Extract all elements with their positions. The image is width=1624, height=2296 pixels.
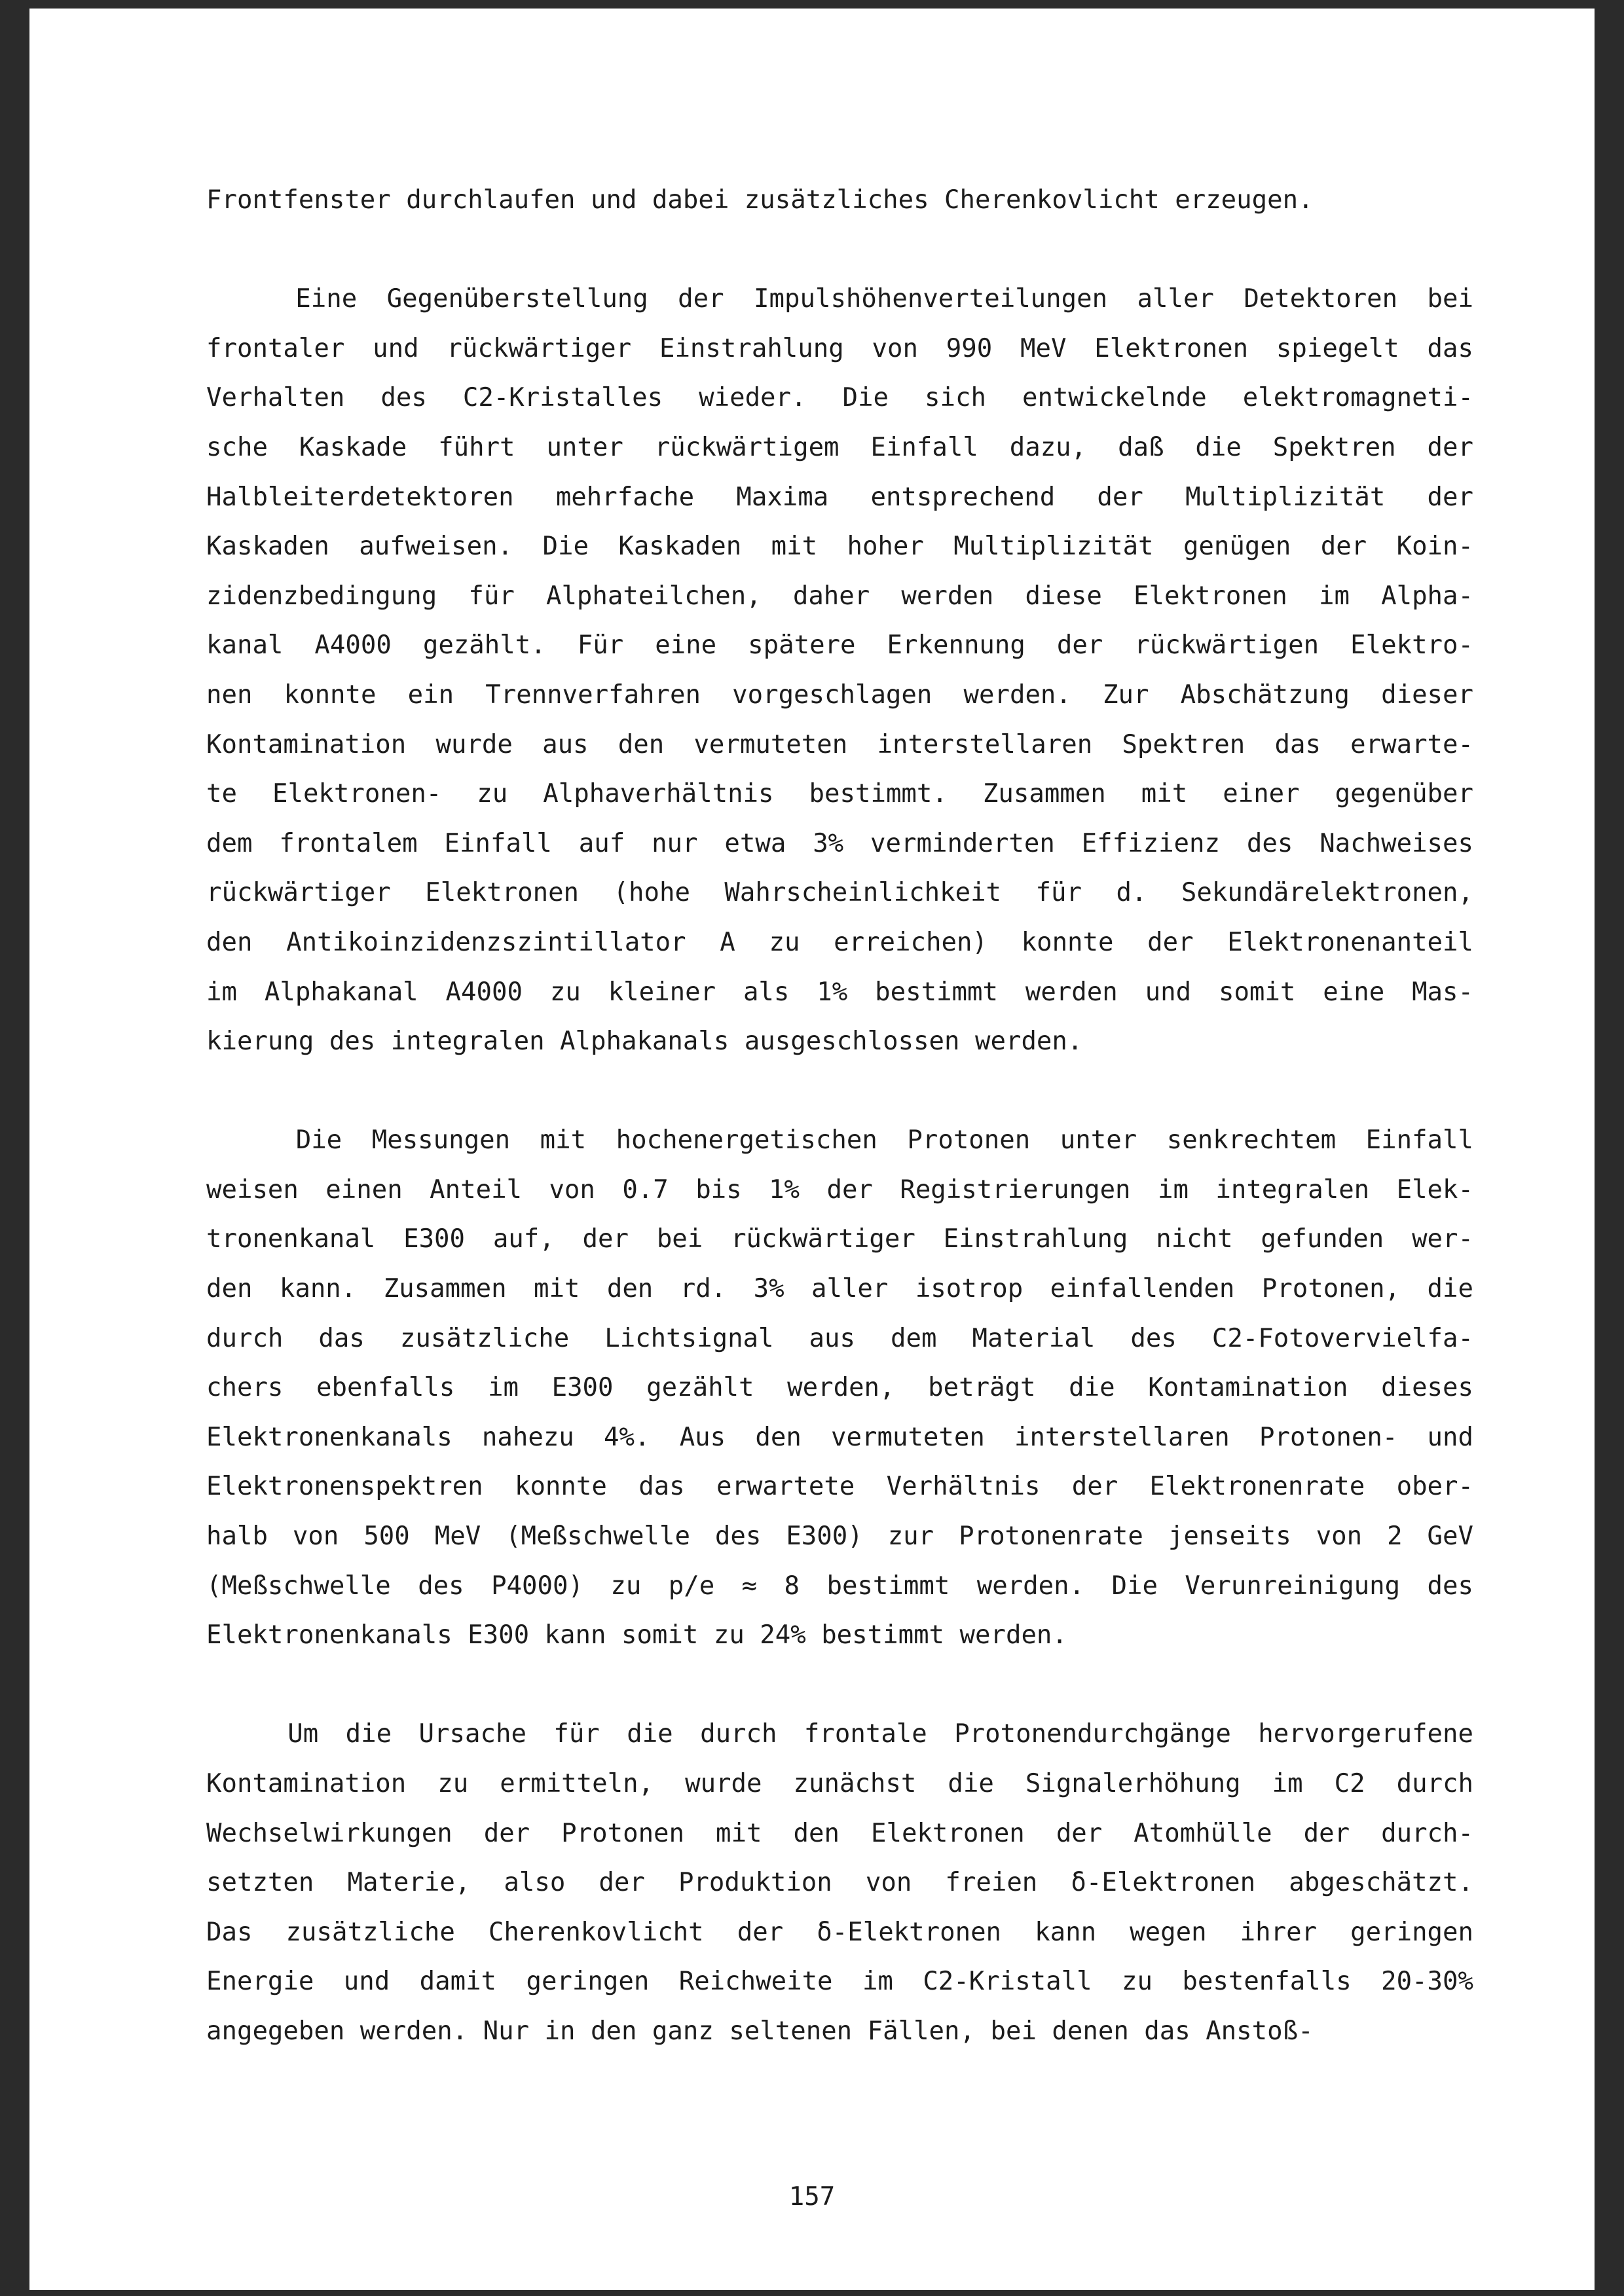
paragraph [206,1709,1473,2056]
text-line: dem frontalem Einfall auf nur etwa 3% verminderten Effizienz des Nachweises [206,828,1473,858]
text-line: im Alphakanal A4000 zu kleiner als 1% bestimmt werden und somit eine Mas- [206,977,1473,1007]
text-line: kanal A4000 gezählt. Für eine spätere Erkennung der rückwärtigen Elektro- [206,630,1473,661]
text-line: den kann. Zusammen mit den rd. 3% aller isotrop einfallenden Protonen, die [206,1274,1473,1304]
text-line: frontaler und rückwärtiger Einstrahlung von 990 MeV Elektronen spiegelt das [206,333,1473,363]
text-line: Elektronenkanals E300 kann somit zu 24% bestimmt werden. [206,1620,1067,1650]
text-line: Das zusätzliche Cherenkovlicht der δ-Elektronen kann wegen ihrer geringen [206,1917,1473,1947]
text-line: tronenkanal E300 auf, der bei rückwärtiger Einstrahlung nicht gefunden wer- [206,1224,1473,1254]
text-line: rückwärtiger Elektronen (hohe Wahrscheinlichkeit für d. Sekundärelektronen, [206,878,1473,908]
text-line: durch das zusätzliche Lichtsignal aus dem Material des C2-Fotovervielfa- [206,1323,1473,1353]
text-line: kierung des integralen Alphakanals ausgeschlossen werden. [206,1027,1083,1057]
text-line: setzten Materie, also der Produktion von freien δ-Elektronen abgeschätzt. [206,1868,1473,1898]
text-line: den Antikoinzidenzszintillator A zu erreichen) konnte der Elektronenanteil [206,927,1473,957]
text-line: Elektronenspektren konnte das erwartete Verhältnis der Elektronenrate ober- [206,1472,1473,1502]
text-line: nen konnte ein Trennverfahren vorgeschlagen werden. Zur Abschätzung dieser [206,680,1473,710]
text-line: Kontamination zu ermitteln, wurde zunächst die Signalerhöhung im C2 durch [206,1769,1473,1798]
text-line: Frontfenster durchlaufen und dabei zusätzliches Cherenkovlicht erzeugen. [206,185,1314,215]
paragraph [206,274,1473,1066]
text-line: Elektronenkanals nahezu 4%. Aus den vermuteten interstellaren Protonen- und [206,1422,1473,1452]
document-page [29,9,1595,2290]
paragraph [206,175,1473,225]
text-line: Kontamination wurde aus den vermuteten interstellaren Spektren das erwarte- [206,729,1473,759]
text-line: Wechselwirkungen der Protonen mit den Elektronen der Atomhülle der durch- [206,1818,1473,1848]
text-line: angegeben werden. Nur in den ganz seltenen Fällen, bei denen das Anstoß- [206,2016,1314,2046]
text-line: Kaskaden aufweisen. Die Kaskaden mit hoher Multiplizität genügen der Koin- [206,532,1473,562]
text-line: Verhalten des C2-Kristalles wieder. Die sich entwickelnde elektromagneti- [206,383,1473,413]
text-line: Eine Gegenüberstellung der Impulshöhenverteilungen aller Detektoren bei [206,284,1473,314]
text-line: sche Kaskade führt unter rückwärtigem Einfall dazu, daß die Spektren der [206,432,1473,462]
text-line: Energie und damit geringen Reichweite im C2-Kristall zu bestenfalls 20-30% [206,1967,1473,1997]
text-line: (Meßschwelle des P4000) zu p/e ≈ 8 bestimmt werden. Die Verunreinigung des [206,1571,1473,1601]
page-number: 157 [788,2182,836,2212]
text-line: Die Messungen mit hochenergetischen Protonen unter senkrechtem Einfall [206,1125,1473,1156]
text-line: halb von 500 MeV (Meßschwelle des E300) zur Protonenrate jenseits von 2 GeV [206,1522,1473,1552]
text-line: chers ebenfalls im E300 gezählt werden, beträgt die Kontamination dieses [206,1373,1473,1403]
text-line: zidenzbedingung für Alphateilchen, daher werden diese Elektronen im Alpha- [206,581,1473,611]
text-line: te Elektronen- zu Alphaverhältnis bestimmt. Zusammen mit einer gegenüber [206,779,1473,809]
text-line: weisen einen Anteil von 0.7 bis 1% der Registrierungen im integralen Elek- [206,1175,1473,1205]
text-line: Halbleiterdetektoren mehrfache Maxima entsprechend der Multiplizität der [206,482,1473,512]
text-line: Um die Ursache für die durch frontale Protonendurchgänge hervorgerufene [206,1719,1473,1749]
body-text [206,175,1473,2056]
paragraph [206,1116,1473,1660]
